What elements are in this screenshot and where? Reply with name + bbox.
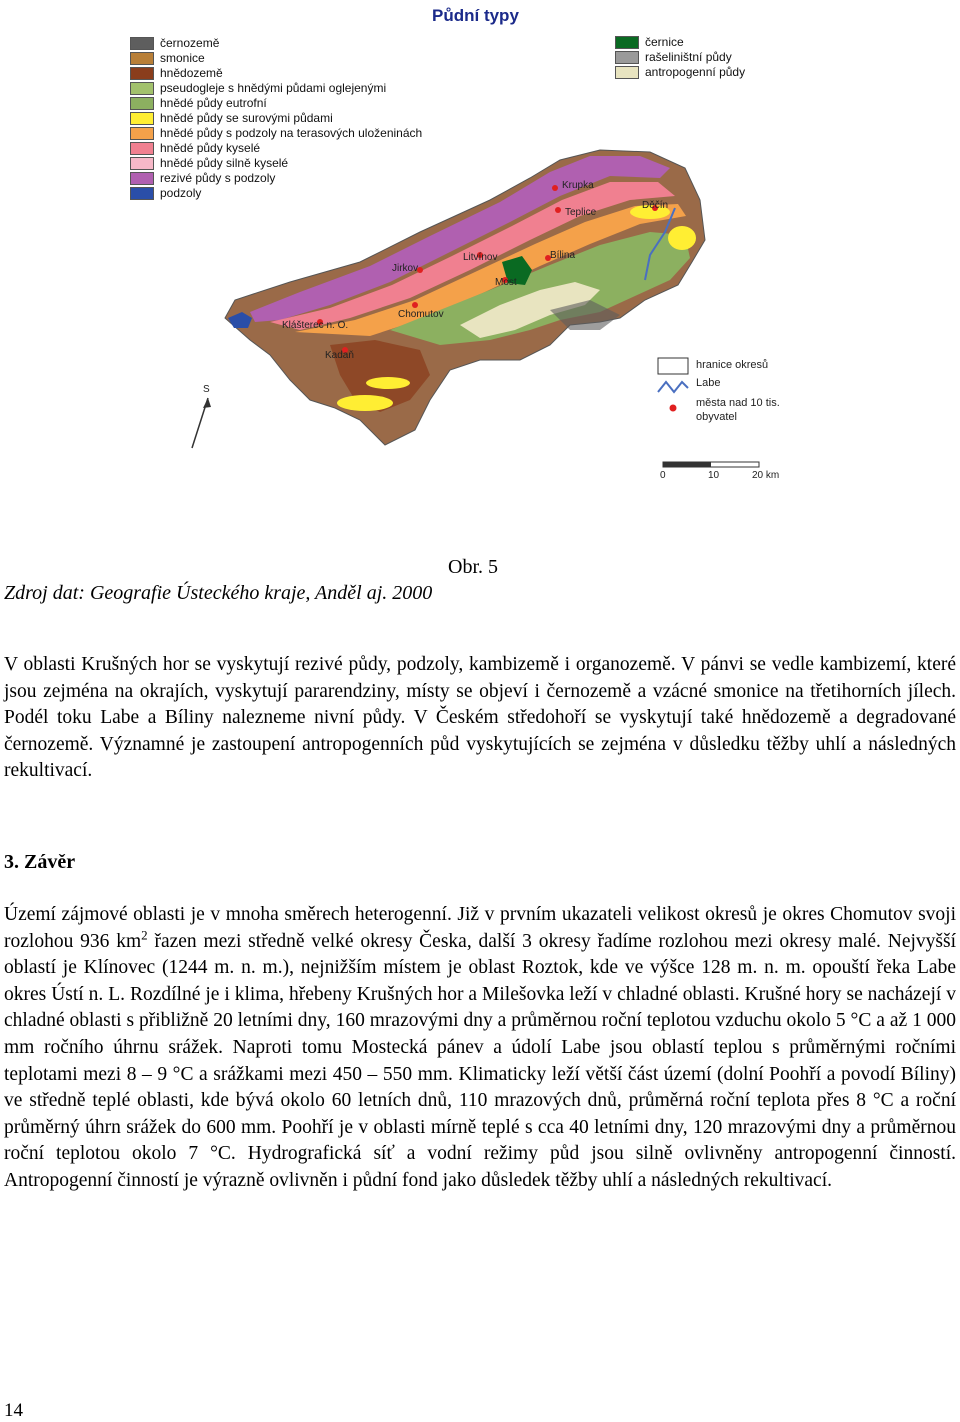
legend-swatch <box>615 36 639 49</box>
figure-number: Obr. 5 <box>448 556 498 578</box>
legend-item <box>130 36 219 50</box>
scale-label: 0 <box>660 470 666 481</box>
city-label: Most <box>495 277 517 288</box>
city-label: Litvínov <box>463 252 498 263</box>
map-legend-cities: města nad 10 tis. obyvatel <box>696 397 780 423</box>
legend-swatch <box>130 142 154 155</box>
legend-item <box>130 51 205 65</box>
legend-item <box>130 141 260 155</box>
legend-label: hnědé půdy se surovými půdami <box>160 111 333 125</box>
legend-item <box>130 111 333 125</box>
legend-item <box>130 96 267 110</box>
figure-source: Zdroj dat: Geografie Ústeckého kraje, Anděl aj. 2000 <box>4 582 433 604</box>
yellow-patch <box>337 395 393 411</box>
city-label: Bílina <box>550 250 576 261</box>
legend-swatch <box>130 37 154 50</box>
legend-swatch <box>130 97 154 110</box>
section-heading: 3. Závěr <box>4 851 76 873</box>
city-label: Jirkov <box>392 263 419 274</box>
city-label: Chomutov <box>398 309 444 320</box>
scale-label: 10 <box>708 470 720 481</box>
legend-label: hnědé půdy silně kyselé <box>160 156 289 170</box>
legend-item <box>615 50 732 64</box>
border-legend-symbol <box>658 358 688 374</box>
legend-item <box>130 126 422 140</box>
legend-item <box>130 66 223 80</box>
paragraph-text: Území zájmové oblasti je v mnoha směrech heterogenní. Již v prvním ukazateli velikost okresů je okres Chomutov svoji rozlohou 936 km <box>4 904 956 952</box>
legend-label: hnědé půdy eutrofní <box>160 96 267 110</box>
legend-swatch <box>130 112 154 125</box>
superscript: 2 <box>141 927 148 943</box>
legend-label: antropogenní půdy <box>645 65 746 79</box>
river-legend-symbol <box>658 382 688 392</box>
city-legend-symbol <box>670 405 677 412</box>
legend-swatch <box>130 172 154 185</box>
legend-swatch <box>130 157 154 170</box>
soil-map-figure <box>130 0 830 500</box>
legend-label: hnědé půdy kyselé <box>160 141 261 155</box>
yellow-patch <box>366 377 410 389</box>
legend-label: černice <box>645 35 684 49</box>
map-legend-border: hranice okresů <box>696 359 769 371</box>
legend-swatch <box>130 67 154 80</box>
scale-label: 20 km <box>752 470 780 481</box>
city-label: Kadaň <box>325 350 354 361</box>
scale-bar-fill <box>663 462 711 467</box>
paragraph-conclusion <box>4 902 956 1195</box>
legend-item <box>130 156 288 170</box>
page-number: 14 <box>4 1400 23 1421</box>
legend-label: hnědozemě <box>160 66 223 80</box>
legend-item <box>615 65 745 79</box>
legend-label: pseudogleje s hnědými půdami oglejenými <box>160 81 387 95</box>
map-legend-river: Labe <box>696 377 721 389</box>
legend-label: černozemě <box>160 36 220 50</box>
yellow-patch <box>668 226 696 250</box>
city-label: Teplice <box>565 207 597 218</box>
legend-swatch <box>130 82 154 95</box>
legend-label: podzoly <box>160 186 202 200</box>
legend-label: smonice <box>160 51 205 65</box>
legend-item <box>130 171 275 185</box>
legend-swatch <box>130 127 154 140</box>
legend-item <box>130 81 386 95</box>
city-label: Krupka <box>562 180 594 191</box>
city-label: Klášterec n. O. <box>282 320 349 331</box>
map-title: Půdní typy <box>432 6 519 25</box>
city-label: Děčín <box>642 200 669 211</box>
legend-swatch <box>615 66 639 79</box>
legend-swatch <box>130 187 154 200</box>
legend-item <box>615 35 684 49</box>
legend-swatch <box>615 51 639 64</box>
north-label: S <box>203 384 210 395</box>
legend-label: rezivé půdy s podzoly <box>160 171 276 185</box>
paragraph-text: řazen mezi středně velké okresy Česka, další 3 okresy řadíme rozlohou mezi okresy malé. Nejvyšší oblastí je Klínovec (1244 m. n. m.), nejnižším místem je oblast Roztok, kde ve výšce 128 m. n. m. opouští řeka Labe okres Ústí n. L. Rozdílné je i klima, hřebeny Krušných hor a Milešovka leží v chladné oblasti. Krušné hory se nacházejí v chladné oblasti s přibližně 20 letními dny, 160 mrazovými dny a průměrnou roční teplotou vzduchu okolo 5 °C a až 1 000 mm ročního úhrnu srážek. Naproti tomu Mostecká pánev a údolí Labe jsou oblastí teplou s průměrnými ročními teplotami mezi 8 – 9 °C a srážkami mezi 450 – 550 mm. Klimaticky leží větší část území (dolní Poohří a povodí Bíliny) ve středně teplé oblasti, kde bývá okolo 60 letních dnů, 110 mrazových dnů, průměrná roční teplota přes 8 °C a roční průměrný úhrn srážek do 600 mm. Poohří je v oblasti mírně teplé s cca 40 letními dny, 120 mrazovými dny a průměrnou roční teplotou okolo 7 °C. Hydrografická síť a vodní režimy půd jsou silně ovlivněny antropogenní činností. Antropogenní činností je výrazně ovlivněn i půdní fond jako důsledek těžby uhlí a následných rekultivací. <box>4 930 956 1191</box>
legend-swatch <box>130 52 154 65</box>
legend-item <box>130 186 201 200</box>
legend-label: rašeliništní půdy <box>645 50 732 64</box>
legend-label: hnědé půdy s podzoly na terasových uloženinách <box>160 126 423 140</box>
paragraph-soils: V oblasti Krušných hor se vyskytují rezivé půdy, podzoly, kambizemě i organozemě. V pánvi se vedle kambizemí, které jsou zejména na okrajích, vyskytují pararendziny, místy se objeví i černozemě a vzácné smonice na třetihorních jílech. Podél toku Labe a Bíliny nalezneme nivní půdy. V Českém středohoří se vyskytují také hnědozemě a degradované černozemě. Významné je zastoupení antropogenních půd vyskytujících se zejména v důsledku těžby uhlí a následných rekultivací. <box>4 654 956 782</box>
